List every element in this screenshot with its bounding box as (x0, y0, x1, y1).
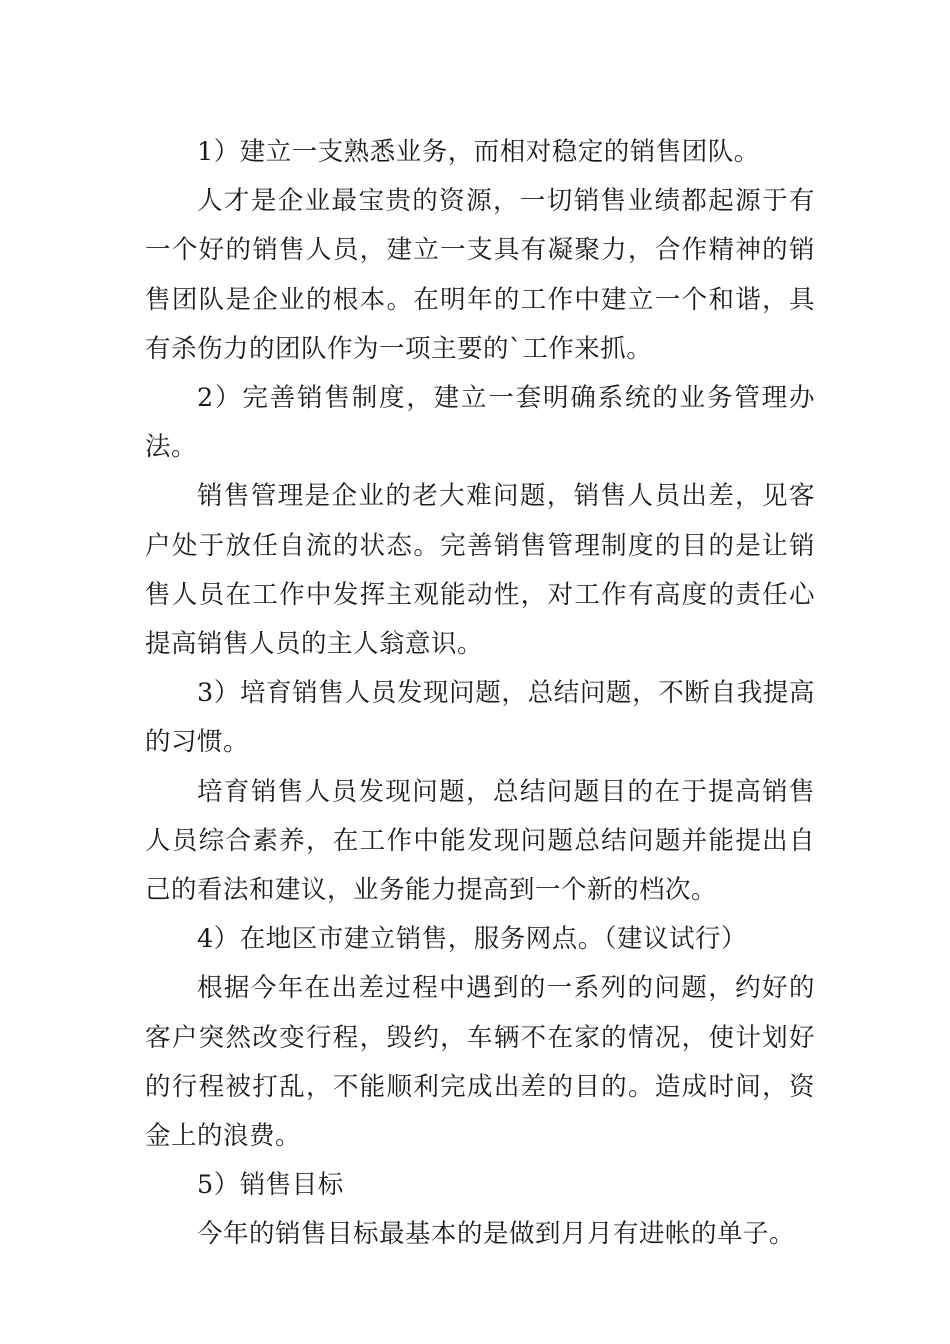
paragraph-training: 培育销售人员发现问题，总结问题目的在于提高销售人员综合素养，在工作中能发现问题总结问题并能提出自己的看法和建议，业务能力提高到一个新的档次。 (145, 776, 815, 906)
paragraph-management: 销售管理是企业的老大难问题，销售人员出差，见客户处于放任自流的状态。完善销售管理制度的目的是让销售人员在工作中发挥主观能动性，对工作有高度的责任心提高销售人员的主人翁意识。 (145, 481, 815, 660)
heading-item-2: 2）完善销售制度，建立一套明确系统的业务管理办法。 (145, 383, 815, 463)
heading-item-1: 1）建立一支熟悉业务，而相对稳定的销售团队。 (197, 137, 760, 167)
heading-item-5: 5）销售目标 (197, 1170, 344, 1201)
heading-item-4: 4）在地区市建立销售，服务网点。（建议试行） (197, 924, 747, 955)
heading-item-3: 3）培育销售人员发现问题，总结问题，不断自我提高的习惯。 (145, 678, 815, 758)
paragraph-talent: 人才是企业最宝贵的资源，一切销售业绩都起源于有一个好的销售人员，建立一支具有凝聚力，合作精神的销售团队是企业的根本。在明年的工作中建立一个和谐，具有杀伤力的团队作为一项主要的`工作来抓。 (145, 186, 815, 364)
document-body (145, 128, 815, 1260)
paragraph-network: 根据今年在出差过程中遇到的一系列的问题，约好的客户突然改变行程，毁约，车辆不在家的情况，使计划好的行程被打乱，不能顺利完成出差的目的。造成时间，资金上的浪费。 (145, 973, 815, 1152)
paragraph-target: 今年的销售目标最基本的是做到月月有进帐的单子。 (197, 1219, 796, 1250)
